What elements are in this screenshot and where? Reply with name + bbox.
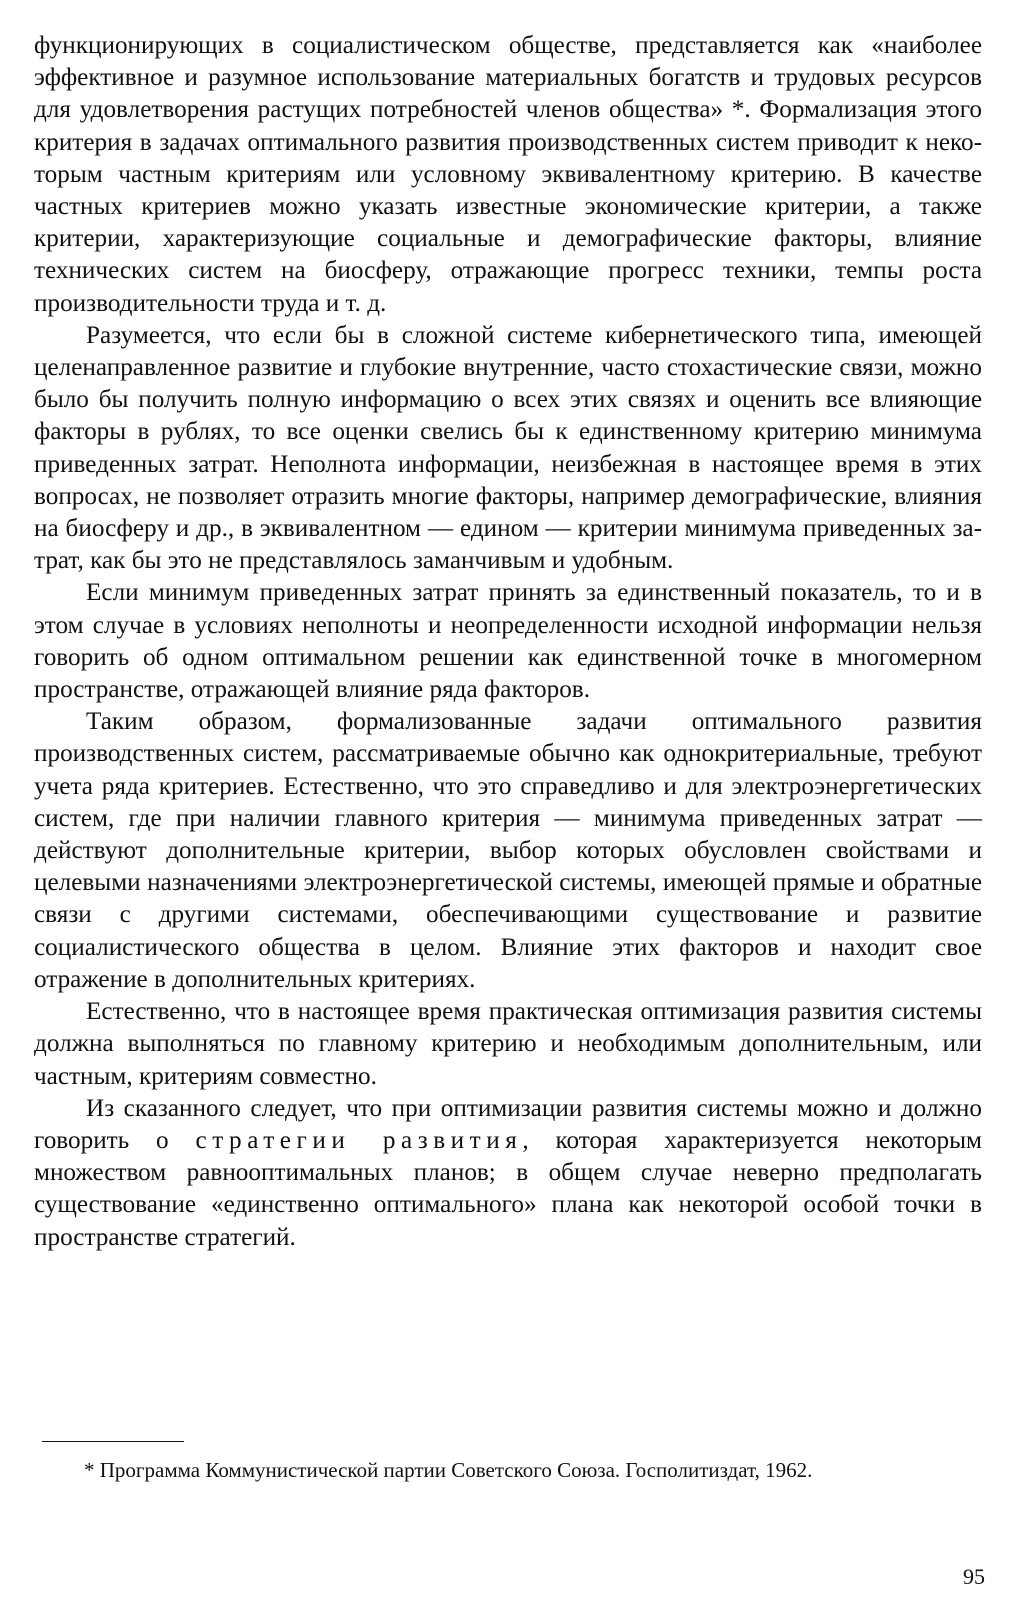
footnote: * Программа Коммунистической партии Советского Союза. Госполитиздат, 1962. xyxy=(84,1458,813,1482)
paragraph-5: Естественно, что в настоящее время практическая оптимизация развития системы должна выполняться по главному критерию и необходимым дополнительным, или частным, критериям совместно. xyxy=(34,998,982,1090)
paragraph-3: Если минимум приведенных затрат принять за единственный показатель, то и в этом случае в условиях неполноты и неопределенности исходной информации нельзя говорить об одном оптимальном решении как единственной точке в многомерном пространстве, отражающей влияние ряда факторов. xyxy=(34,579,982,704)
paragraph-1: функционирующих в социалистическом обществе, представляется как «наиболее эффективное и разумное использование материальных богатств и трудовых ресурсов для удовлетворения растущих потребностей членов общества» *. Формализация этого критерия в задачах оптимального развития производственных систем приводит к некоторым частным критериям или условному эквивалентному критерию. В качестве частных критериев можно указать известные экономические критерии, а также критерии, характеризующие социальные и демографические факторы, влияние технических систем на биосферу, отражающие прогресс техники, темпы роста производительности труда и т. д. xyxy=(34,32,982,317)
paragraph-6-emphasis: стратегии развития xyxy=(195,1126,523,1154)
paragraph-6-text-before: Из сказанного следует, что при оптимизации развития системы можно и должно говорить о xyxy=(34,1094,982,1154)
paragraph-2: Разумеется, что если бы в сложной системе кибернетического типа, имеющей целенаправленное развитие и глубокие внутренние, часто стохастические связи, можно было бы получить полную информацию о всех этих связях и оценить все влияющие факторы в рублях, то все оценки свелись бы к единственному критерию минимума приведенных затрат. Неполнота информации, неизбежная в настоящее время в этих вопросах, не позволяет отразить многие факторы, например демографические, влияния на биосферу и др., в эквивалентном — едином — критерии минимума приведенных затрат, как бы это не представлялось заманчивым и удобным. xyxy=(34,321,982,575)
paragraph-6 xyxy=(34,1093,982,1254)
footnote-divider xyxy=(42,1441,184,1442)
page-body xyxy=(34,30,982,1254)
paragraph-6-text-after: , которая характеризуется некоторым множеством равнооптимальных планов; в общем случае неверно предполагать существование «единственно оптимального» плана как некоторой особой точки в пространстве стратегий. xyxy=(34,1126,982,1251)
paragraph-4: Таким образом, формализованные задачи оптимального развития производственных систем, рассматриваемые обычно как однокритериальные, требуют учета ряда критериев. Естественно, что это справедливо и для электроэнергетических систем, где при наличии главного критерия — минимума приведенных затрат — действуют дополнительные критерии, выбор которых обусловлен свойствами и целевыми назначениями электроэнергетической системы, имеющей прямые и обратные связи с другими системами, обеспечивающими существование и развитие социалистического общества в целом. Влияние этих факторов и находит свое отражение в дополнительных критериях. xyxy=(34,708,982,993)
page-number: 95 xyxy=(963,1564,985,1589)
